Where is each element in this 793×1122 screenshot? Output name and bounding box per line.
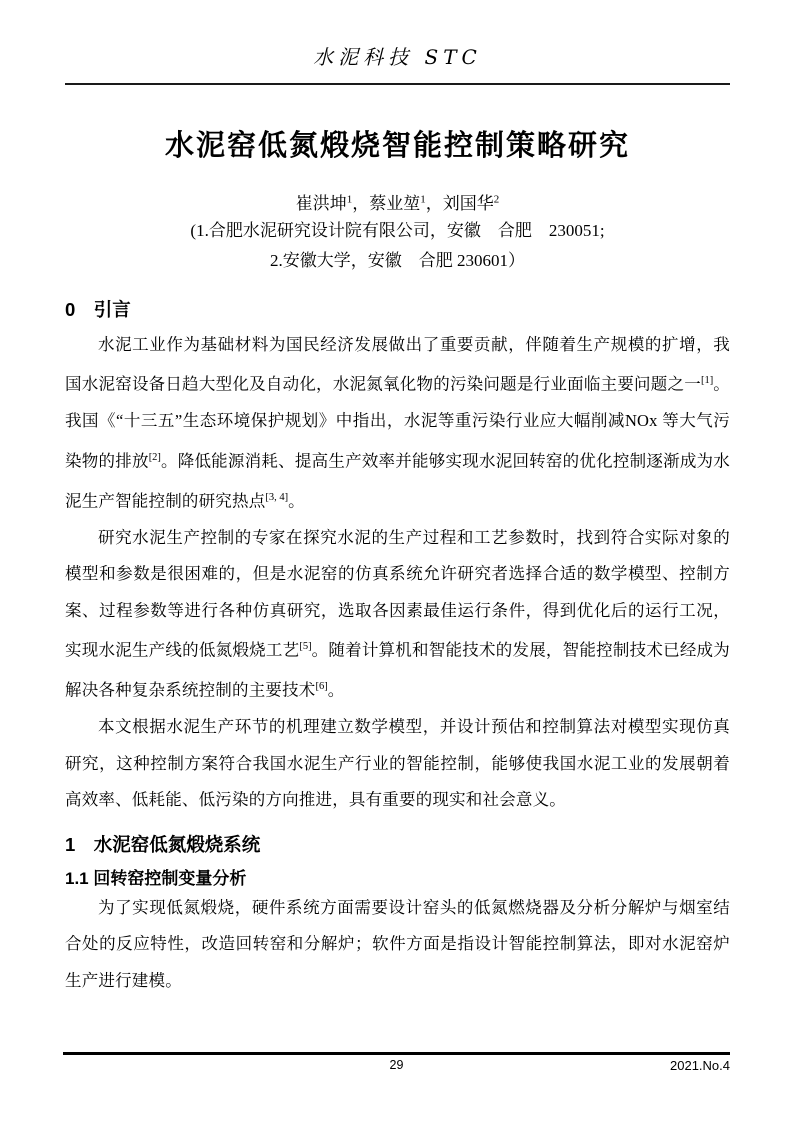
paragraph-text: 。随着计算机和智能技术的发展，智能控制技术已经成为解决各种复杂系统控制的主要技术 <box>65 640 730 700</box>
authors-line <box>65 192 730 216</box>
paragraph-text: 。 <box>288 491 305 511</box>
author-3-affiliation-mark: 2 <box>493 193 500 206</box>
intro-paragraph-3: 本文根据水泥生产环节的机理建立数学模型，并设计预估和控制算法对模型实现仿真研究，这种控制方案符合我国水泥生产行业的智能控制，能够使我国水泥工业的发展朝着高效率、低耗能、低污染的方向推进，具有重要的现实和社会意义。 <box>65 717 730 810</box>
issue-number: 2021.No.4 <box>670 1057 730 1073</box>
section-1-1-paragraph: 为了实现低氮煅烧，硬件系统方面需要设计窑头的低氮燃烧器及分析分解炉与烟室结合处的反应特性，改造回转窑和分解炉；软件方面是指设计智能控制算法，即对水泥窑炉生产进行建模。 <box>65 897 730 990</box>
paragraph-text: 。降低能源消耗、提高生产效率并能够实现水泥回转窑的优化控制逐渐成为水泥生产智能控制的研究热点 <box>65 451 730 511</box>
section-0-heading: 0 引言 <box>65 298 131 320</box>
author-separator: ， <box>425 193 443 213</box>
affiliation-1: (1.合肥水泥研究设计院有限公司，安徽 合肥 230051; <box>190 220 605 240</box>
author-3-name: 刘国华 <box>442 193 494 213</box>
author-1-name: 崔洪坤 <box>295 193 347 213</box>
author-2-name: 蔡业堃 <box>369 193 421 213</box>
author-3 <box>443 194 500 213</box>
header-divider <box>65 83 730 85</box>
author-1-affiliation-mark: 1 <box>346 193 353 206</box>
citation-ref-2: [2] <box>148 451 161 463</box>
citation-ref-6: [6] <box>315 681 328 693</box>
page-number: 29 <box>389 1057 404 1072</box>
intro-paragraph-2 <box>65 520 730 710</box>
affiliation-2: 2.安徽大学，安徽 合肥 230601） <box>270 250 525 270</box>
affiliations-block <box>65 216 730 276</box>
citation-ref-3-4: [3, 4] <box>265 491 289 503</box>
section-1-1-heading: 1.1 回转窑控制变量分析 <box>65 868 247 888</box>
paragraph-text: 。我国《“十三五”生态环境保护规划》中指出，水泥等重污染行业应大幅削减NOx 等大气污染物的排放 <box>65 374 731 471</box>
author-1 <box>296 194 370 213</box>
journal-header: 水泥科技 STC <box>313 45 482 69</box>
author-separator: ， <box>352 193 370 213</box>
footer-divider <box>63 1052 730 1055</box>
intro-paragraph-1 <box>65 327 730 520</box>
author-2 <box>369 194 443 213</box>
footer-row <box>63 1058 730 1076</box>
citation-ref-5: [5] <box>299 641 312 653</box>
section-1-heading: 1 水泥窑低氮煅烧系统 <box>65 833 261 855</box>
introduction-body <box>65 327 730 819</box>
paragraph-text: 。 <box>327 680 345 700</box>
page-footer <box>63 1052 730 1076</box>
article-title: 水泥窑低氮煅烧智能控制策略研究 <box>164 130 630 162</box>
paragraph-text: 研究水泥生产控制的专家在探究水泥的生产过程和工艺参数时，找到符合实际对象的模型和参数是很困难的，但是水泥窑的仿真系统允许研究者选择合适的数学模型、控制方案、过程参数等进行各种仿真研究，选取各因素最佳运行条件，得到优化后的运行工况，实现水泥生产线的低氮煅烧工艺 <box>65 527 730 660</box>
paragraph-text: 水泥工业作为基础材料为国民经济发展做出了重要贡献，伴随着生产规模的扩增，我国水泥窑设备日趋大型化及自动化，水泥氮氧化物的污染问题是行业面临主要问题之一 <box>65 334 730 394</box>
citation-ref-1: [1] <box>701 375 714 387</box>
author-2-affiliation-mark: 1 <box>420 193 426 206</box>
